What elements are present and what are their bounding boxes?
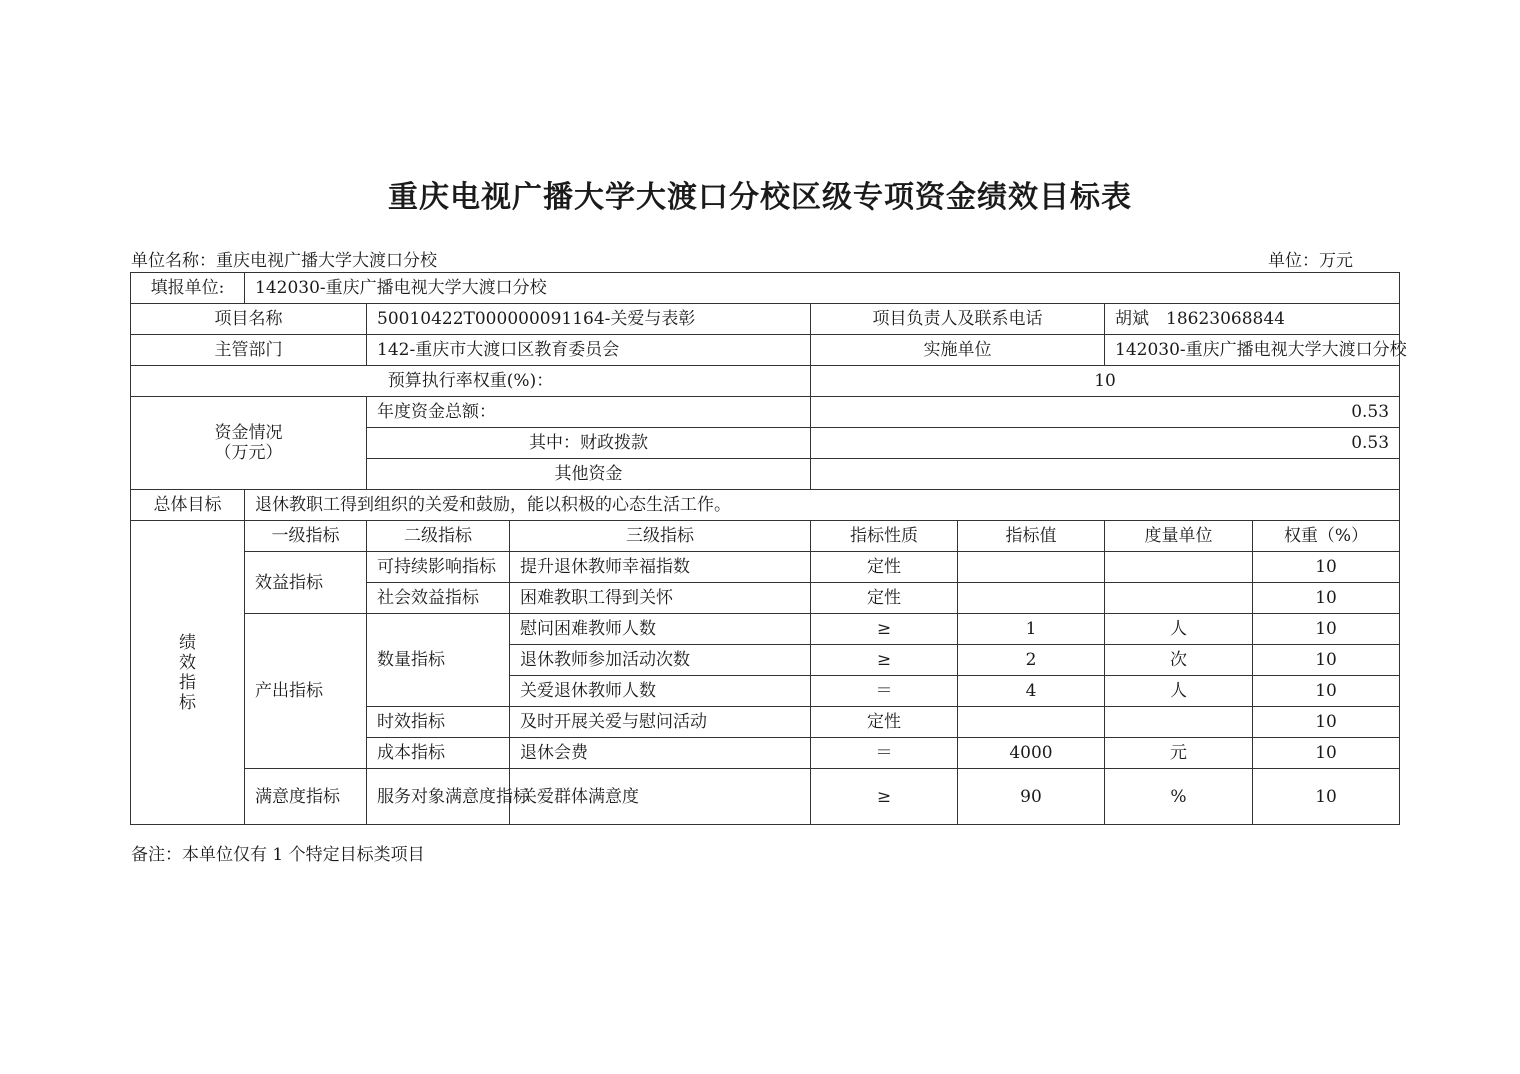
report-unit-value: 142030-重庆广播电视大学大渡口分校 [245, 273, 1400, 304]
unit-cell [1105, 707, 1253, 738]
unit-cell: 人 [1105, 676, 1253, 707]
value-cell: 4000 [958, 738, 1105, 769]
table-row [131, 552, 1400, 583]
funds-total-label: 年度资金总额： [367, 397, 811, 428]
performance-indicators-label [131, 521, 245, 825]
level1-satisfaction: 满意度指标 [245, 769, 367, 825]
level2-cell: 服务对象满意度指标 [367, 769, 510, 825]
level3-cell: 及时开展关爱与慰问活动 [510, 707, 811, 738]
project-leader-value: 胡斌 18623068844 [1105, 304, 1400, 335]
unit-name: 单位名称：重庆电视广播大学大渡口分校 [131, 251, 437, 271]
budget-weight-label: 预算执行率权重(%)： [131, 366, 811, 397]
implementer-label: 实施单位 [811, 335, 1105, 366]
nature-cell: ≥ [811, 769, 958, 825]
level3-cell: 关爱群体满意度 [510, 769, 811, 825]
nature-cell: 定性 [811, 583, 958, 614]
level2-cell: 社会效益指标 [367, 583, 510, 614]
weight-cell: 10 [1253, 583, 1400, 614]
level2-cell: 成本指标 [367, 738, 510, 769]
report-unit-label: 填报单位: [131, 273, 245, 304]
weight-cell: 10 [1253, 552, 1400, 583]
table-row [131, 614, 1400, 645]
unit-cell [1105, 583, 1253, 614]
level1-output: 产出指标 [245, 614, 367, 769]
unit-cell: 次 [1105, 645, 1253, 676]
funds-total-value: 0.53 [811, 397, 1400, 428]
project-name-row [131, 304, 1400, 335]
nature-cell: ＝ [811, 676, 958, 707]
weight-cell: 10 [1253, 676, 1400, 707]
overall-goal-value: 退休教职工得到组织的关爱和鼓励，能以积极的心态生活工作。 [245, 490, 1400, 521]
header-level3: 三级指标 [510, 521, 811, 552]
nature-cell: 定性 [811, 552, 958, 583]
weight-cell: 10 [1253, 769, 1400, 825]
table-row [131, 769, 1400, 825]
budget-weight-row [131, 366, 1400, 397]
funds-fiscal-label: 其中：财政拨款 [367, 428, 811, 459]
level3-cell: 提升退休教师幸福指数 [510, 552, 811, 583]
department-label: 主管部门 [131, 335, 367, 366]
funds-label [131, 397, 367, 490]
funds-other-label: 其他资金 [367, 459, 811, 490]
header-weight: 权重（%） [1253, 521, 1400, 552]
level2-cell: 可持续影响指标 [367, 552, 510, 583]
unit-cell: 元 [1105, 738, 1253, 769]
nature-cell: ≥ [811, 614, 958, 645]
value-cell: 2 [958, 645, 1105, 676]
performance-table [130, 272, 1407, 825]
funds-fiscal-value: 0.53 [811, 428, 1400, 459]
footnote: 备注：本单位仅有 1 个特定目标类项目 [131, 845, 425, 865]
perf-label-char: 标 [179, 692, 196, 713]
budget-weight-value: 10 [811, 366, 1400, 397]
weight-cell: 10 [1253, 614, 1400, 645]
perf-label-char: 效 [179, 652, 196, 673]
funds-label-line2: （万元） [214, 443, 283, 463]
nature-cell: 定性 [811, 707, 958, 738]
weight-cell: 10 [1253, 645, 1400, 676]
level3-cell: 退休会费 [510, 738, 811, 769]
funds-label-line1: 资金情况 [214, 423, 283, 443]
nature-cell: ＝ [811, 738, 958, 769]
level1-benefit: 效益指标 [245, 552, 367, 614]
overall-goal-label: 总体目标 [131, 490, 245, 521]
value-cell: 4 [958, 676, 1105, 707]
level3-cell: 关爱退休教师人数 [510, 676, 811, 707]
department-value: 142-重庆市大渡口区教育委员会 [367, 335, 811, 366]
perf-label-char: 指 [179, 672, 196, 693]
unit-cell: 人 [1105, 614, 1253, 645]
funds-total-row [131, 397, 1400, 428]
header-nature: 指标性质 [811, 521, 958, 552]
header-level1: 一级指标 [245, 521, 367, 552]
level3-cell: 困难教职工得到关怀 [510, 583, 811, 614]
perf-label-char: 绩 [179, 632, 196, 653]
level2-cell: 时效指标 [367, 707, 510, 738]
project-name-label: 项目名称 [131, 304, 367, 335]
level2-cell: 数量指标 [367, 614, 510, 707]
header-value: 指标值 [958, 521, 1105, 552]
value-cell [958, 583, 1105, 614]
weight-cell: 10 [1253, 738, 1400, 769]
value-cell: 1 [958, 614, 1105, 645]
header-level2: 二级指标 [367, 521, 510, 552]
unit-cell [1105, 552, 1253, 583]
header-unit: 度量单位 [1105, 521, 1253, 552]
value-cell [958, 552, 1105, 583]
level3-cell: 退休教师参加活动次数 [510, 645, 811, 676]
indicator-header-row [131, 521, 1400, 552]
project-leader-label: 项目负责人及联系电话 [811, 304, 1105, 335]
value-cell [958, 707, 1105, 738]
funds-other-value [811, 459, 1400, 490]
level3-cell: 慰问困难教师人数 [510, 614, 811, 645]
implementer-value: 142030-重庆广播电视大学大渡口分校 [1105, 335, 1400, 366]
currency-unit: 单位：万元 [1268, 251, 1353, 271]
report-unit-row [131, 273, 1400, 304]
overall-goal-row [131, 490, 1400, 521]
page-title: 重庆电视广播大学大渡口分校区级专项资金绩效目标表 [388, 180, 1132, 215]
nature-cell: ≥ [811, 645, 958, 676]
unit-cell: % [1105, 769, 1253, 825]
department-row [131, 335, 1400, 366]
project-name-value: 50010422T000000091164-关爱与表彰 [367, 304, 811, 335]
value-cell: 90 [958, 769, 1105, 825]
weight-cell: 10 [1253, 707, 1400, 738]
